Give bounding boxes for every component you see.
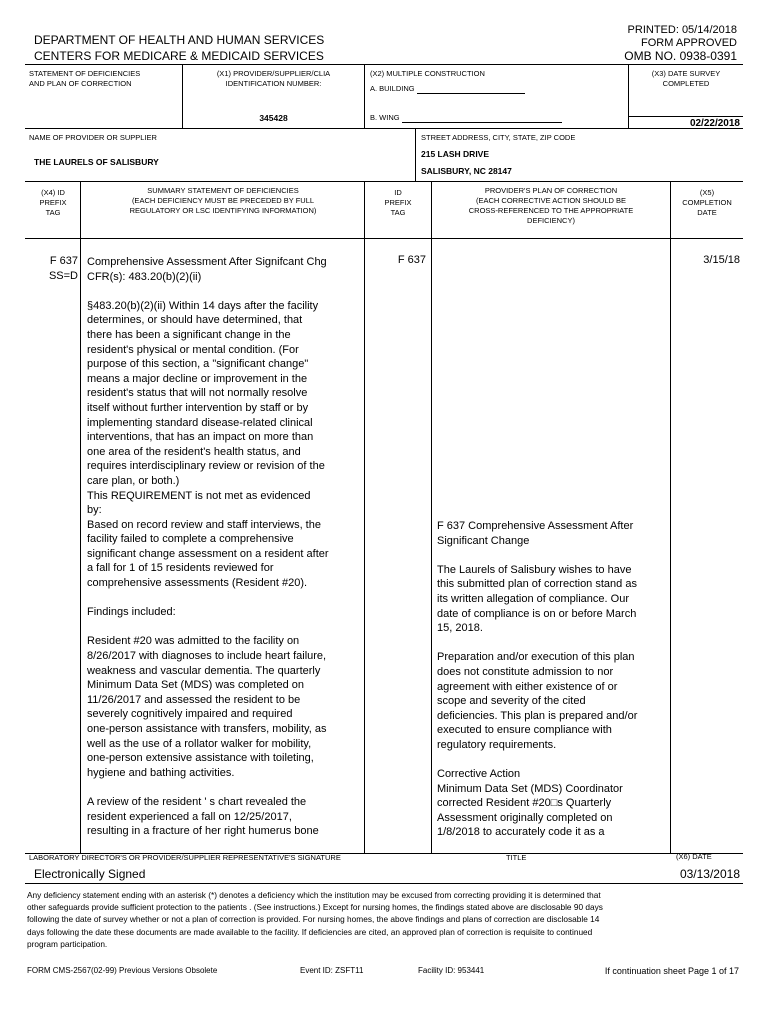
statement-label: STATEMENT OF DEFICIENCIES AND PLAN OF CORRECTION (29, 69, 141, 88)
deficiency-tag-cell (30, 254, 78, 284)
wing-label: B. WING (370, 113, 400, 122)
form-number: FORM CMS-2567(02-99) Previous Versions Obsolete (27, 966, 218, 975)
x1-label: (X1) PROVIDER/SUPPLIER/CLIA IDENTIFICATION NUMBER: (216, 69, 331, 88)
disclaimer-text: Any deficiency statement ending with an asterisk (*) denotes a deficiency which the institution may be excused from correcting providing it is determined that other safeguards provide sufficient protection to the patients . (See instructions.) Except for nursing homes, the findings stated above are disclosable 90 days following the date of survey whether or not a plan of correction is provided. For nursing homes, the above findings and plans of correction are disclosable 14 days following the date these documents are made available to the facility. If deficiencies are cited, an approved plan of correction is requisite to continued program participation. (27, 890, 603, 949)
col-id-header: ID PREFIX TAG (384, 188, 412, 217)
building-field (370, 84, 525, 94)
x3-value: 02/22/2018 (689, 118, 740, 129)
id-prefix-tag: F 637 (397, 254, 426, 266)
completion-date: 3/15/18 (703, 254, 740, 266)
building-label: A. BUILDING (370, 84, 415, 93)
dept-line-1: DEPARTMENT OF HEALTH AND HUMAN SERVICES (34, 33, 325, 47)
address-line-2: SALISBURY, NC 28147 (421, 166, 512, 176)
rule-col-header-bottom (25, 238, 743, 239)
wing-blank (402, 114, 562, 123)
summary-statement: Comprehensive Assessment After Signifcant Chg CFR(s): 483.20(b)(2)(ii) §483.20(b)(2)(ii) Within 14 days after the facility determines, or should have determined, that there has been a significant change in the resident's physical or mental condition. (For purpose of this section, a "significant change" means a major decline or improvement in the resident's status that will not normally resolve itself without further intervention by staff or by implementing standard disease-related clinical interventions, that has an impact on more than one area of the resident's health status, and requires interdisciplinary review or revision of the care plan, or both.) This REQUIREMENT is not met as evidenced by: Based on record review and staff interviews, the facility failed to complete a comprehensive significant change assessment on a resident after a fall for 1 of 15 residents reviewed for comprehensive assessments (Resident #20). Findings included: Resident #20 was admitted to the facility on 8/26/2017 with diagnoses to include heart failure, weakness and vascular dementia. The quarterly Minimum Data Set (MDS) was completed on 11/26/2017 and assessed the resident to be severely cognitively impaired and required one-person assistance with transfers, mobility, as well as the use of a rollator walker for mobility, one-person extensive assistance with toileting, hygiene and bathing activities. A review of the resident ' s chart revealed the resident experienced a fall on 12/25/2017, resulting in a fracture of her right humerus bone (87, 256, 329, 838)
sign-date-label: (X6) DATE (676, 852, 712, 861)
page-number: If continuation sheet Page 1 of 17 (604, 966, 739, 976)
print-info (624, 24, 737, 63)
title-label: TITLE (506, 853, 527, 862)
x2-label: (X2) MULTIPLE CONSTRUCTION (370, 69, 485, 78)
rule-date-box (628, 116, 743, 117)
col-x5-header: (X5) COMPLETION DATE (682, 188, 732, 217)
signature-value: Electronically Signed (34, 867, 146, 881)
scope-severity: SS=D (48, 270, 78, 282)
printed-date: PRINTED: 05/14/2018 (627, 24, 737, 36)
rule-cols (25, 181, 743, 182)
rule-top (25, 64, 743, 65)
v-col-summary (364, 181, 365, 853)
address-label: STREET ADDRESS, CITY, STATE, ZIP CODE (421, 133, 576, 142)
col-plan-header: PROVIDER'S PLAN OF CORRECTION (EACH CORRECTIVE ACTION SHOULD BE CROSS-REFERENCED TO THE APPROPRIATE DEFICIENCY) (468, 186, 634, 225)
building-blank (417, 85, 525, 94)
department-header (34, 32, 324, 64)
col-summary-header: SUMMARY STATEMENT OF DEFICIENCIES (EACH DEFICIENCY MUST BE PRECEDED BY FULL REGULATORY OR LSC IDENTIFYING INFORMATION) (129, 186, 317, 215)
event-id: Event ID: ZSFT11 (300, 966, 364, 975)
v-address (415, 128, 416, 181)
v-x1 (182, 64, 183, 128)
address-line-1: 215 LASH DRIVE (421, 149, 490, 159)
v-col-plan (670, 181, 671, 853)
rule-signature-bottom (25, 883, 743, 884)
v-col-x4 (80, 181, 81, 853)
plan-of-correction: F 637 Comprehensive Assessment After Significant Change The Laurels of Salisbury wishes to have this submitted plan of correction stand as its written allegation of compliance. Our date of compliance is on or before March 15, 2018. Preparation and/or execution of this plan does not constitute admission to nor agreement with either existence of or scope and severity of the cited deficiencies. This plan is prepared and/or executed to ensure compliance with regulatory requirements. Corrective Action Minimum Data Set (MDS) Coordinator corrected Resident #20□s Quarterly Assessment originally completed on 1/8/2018 to accurately code it as a (437, 520, 638, 839)
v-x3 (628, 64, 629, 128)
form-approved: FORM APPROVED (641, 37, 737, 49)
wing-field (370, 113, 562, 123)
x3-label: (X3) DATE SURVEY COMPLETED (651, 69, 721, 88)
deficiency-tag: F 637 (49, 255, 78, 267)
x1-value: 345428 (259, 113, 288, 123)
provider-label: NAME OF PROVIDER OR SUPPLIER (29, 133, 157, 142)
omb-number: OMB NO. 0938-0391 (624, 49, 737, 63)
v-col-id (431, 181, 432, 853)
provider-name: THE LAURELS OF SALISBURY (34, 157, 159, 167)
dept-line-2: CENTERS FOR MEDICARE & MEDICAID SERVICES (34, 49, 324, 63)
v-x2 (364, 64, 365, 128)
col-x4-header: (X4) ID PREFIX TAG (39, 188, 67, 217)
signature-label: LABORATORY DIRECTOR'S OR PROVIDER/SUPPLIER REPRESENTATIVE'S SIGNATURE (29, 853, 341, 862)
facility-id: Facility ID: 953441 (418, 966, 485, 975)
sign-date-value: 03/13/2018 (679, 867, 740, 881)
